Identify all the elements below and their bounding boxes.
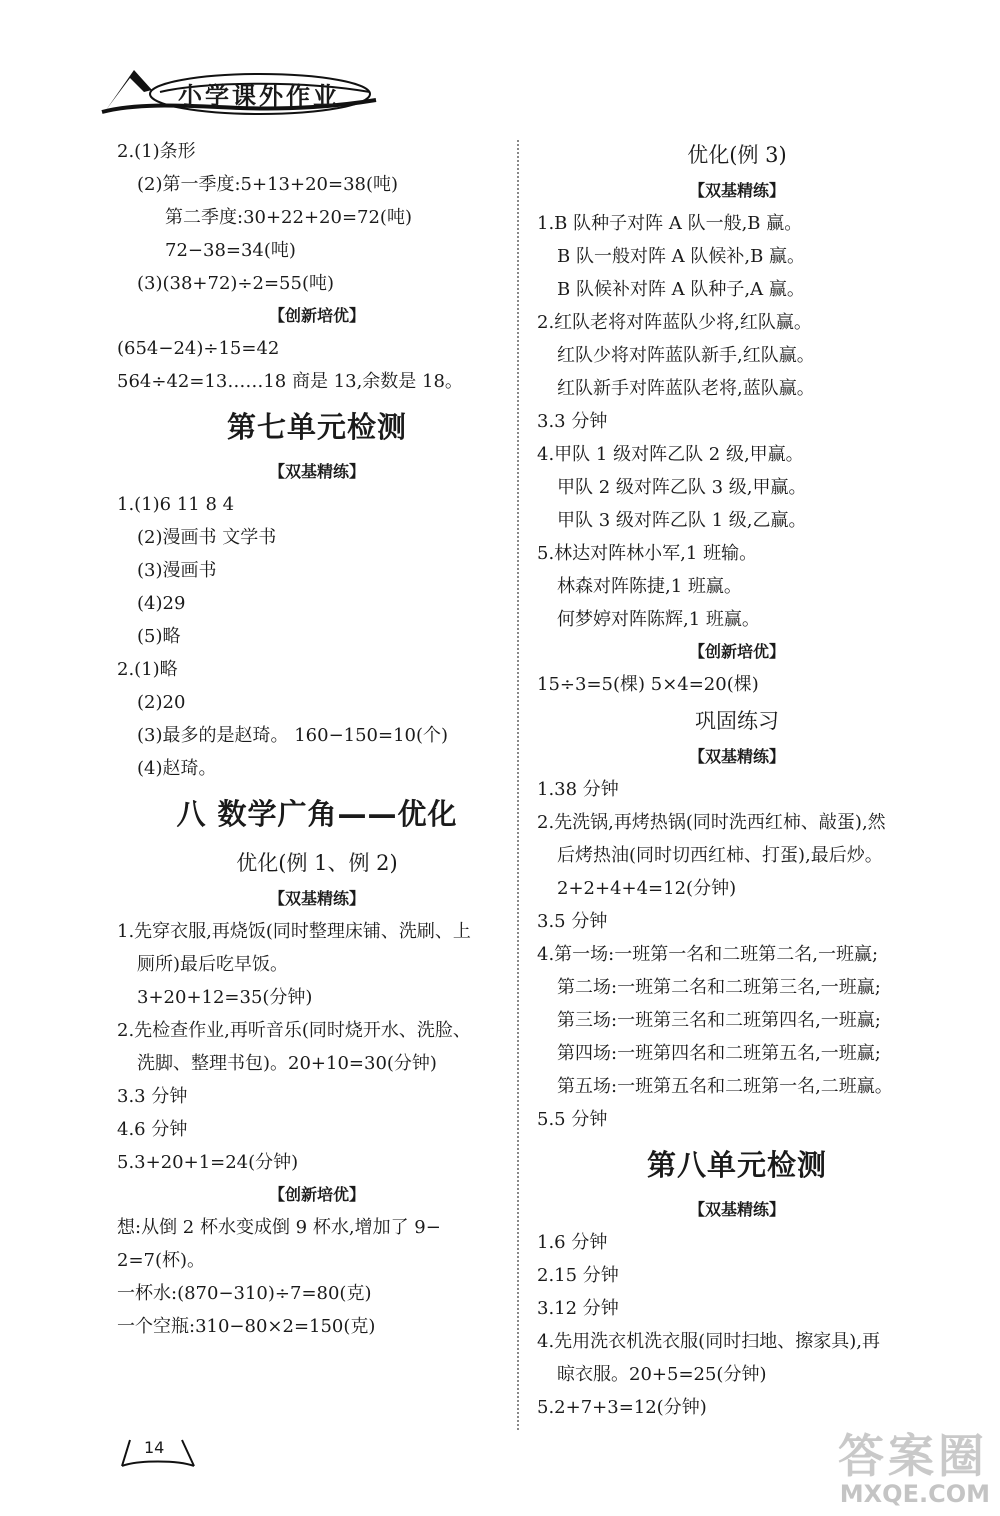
answer-line: 2.先洗锅,再烤热锅(同时洗西红柿、敲蛋),然 — [537, 812, 886, 833]
answer-line: 15÷3=5(棵) 5×4=20(棵) — [537, 674, 759, 695]
answer-line: 第二季度:30+22+20=72(吨) — [165, 207, 412, 228]
unit-title: 八 数学广角——优化 — [176, 797, 458, 831]
section-tag: 【创新培优】 — [268, 306, 365, 325]
answer-line: 4.6 分钟 — [117, 1119, 188, 1140]
answer-line: 4.先用洗衣机洗衣服(同时扫地、擦家具),再 — [537, 1331, 880, 1352]
page-number: 14 — [144, 1438, 165, 1457]
answer-line: 林森对阵陈捷,1 班赢。 — [557, 576, 742, 597]
answer-line: 2.(1)条形 — [117, 141, 196, 162]
watermark-url: MXQE.COM — [839, 1480, 990, 1508]
page-header — [100, 62, 380, 122]
answer-line: 4.第一场:一班第一名和二班第二名,一班赢; — [537, 944, 879, 965]
answer-line: 红队少将对阵蓝队新手,红队赢。 — [557, 345, 815, 366]
answer-line: 3.12 分钟 — [537, 1298, 619, 1319]
answer-line: 5.5 分钟 — [537, 1109, 608, 1130]
answer-line: B 队候补对阵 A 队种子,A 赢。 — [557, 279, 805, 300]
answer-line: 一杯水:(870−310)÷7=80(克) — [117, 1283, 372, 1304]
answer-line: 3.3 分钟 — [117, 1086, 188, 1107]
unit-title: 第八单元检测 — [646, 1148, 827, 1182]
section-tag: 【双基精练】 — [268, 889, 365, 908]
answer-line: 何梦婷对阵陈辉,1 班赢。 — [557, 609, 760, 630]
lesson-title: 巩固练习 — [695, 709, 779, 733]
right-column — [537, 135, 937, 1424]
column-divider — [517, 140, 519, 1430]
answer-line: 5.林达对阵林小军,1 班输。 — [537, 543, 758, 564]
section-tag: 【双基精练】 — [268, 462, 365, 481]
answer-line: 厕所)最后吃早饭。 — [137, 954, 289, 975]
answer-line: 后烤热油(同时切西红柿、打蛋),最后炒。 — [557, 845, 883, 866]
answer-line: 想:从倒 2 杯水变成倒 9 杯水,增加了 9− — [117, 1217, 441, 1238]
answer-line: 一个空瓶:310−80×2=150(克) — [117, 1316, 376, 1337]
answer-line: 第二场:一班第二名和二班第三名,一班赢; — [557, 977, 881, 998]
answer-line: 甲队 3 级对阵乙队 1 级,乙赢。 — [557, 510, 807, 531]
answer-line: (5)略 — [137, 626, 181, 647]
answer-line: 1.B 队种子对阵 A 队一般,B 赢。 — [537, 213, 803, 234]
answer-line: (3)最多的是赵琦。 160−150=10(个) — [137, 725, 449, 746]
watermark — [800, 1420, 1000, 1516]
answer-line: 2.红队老将对阵蓝队少将,红队赢。 — [537, 312, 812, 333]
page-number-box — [118, 1432, 198, 1472]
answer-line: 第三场:一班第三名和二班第四名,一班赢; — [557, 1010, 881, 1031]
lesson-title: 优化(例 1、例 2) — [236, 851, 398, 875]
answer-line: 3.5 分钟 — [537, 911, 608, 932]
answer-line: 3+20+12=35(分钟) — [137, 987, 313, 1008]
answer-line: 2.15 分钟 — [537, 1265, 619, 1286]
section-tag: 【创新培优】 — [268, 1185, 365, 1204]
section-tag: 【双基精练】 — [688, 747, 785, 766]
answer-line: 1.6 分钟 — [537, 1232, 608, 1253]
answer-line: B 队一般对阵 A 队候补,B 赢。 — [557, 246, 806, 267]
answer-line: 红队新手对阵蓝队老将,蓝队赢。 — [557, 378, 815, 399]
answer-line: 2=7(杯)。 — [117, 1250, 206, 1271]
answer-line: (4)29 — [137, 593, 186, 614]
answer-line: 5.2+7+3=12(分钟) — [537, 1397, 707, 1418]
answer-line: 3.3 分钟 — [537, 411, 608, 432]
answer-line: 2.先检查作业,再听音乐(同时烧开水、洗脸、 — [117, 1020, 471, 1041]
answer-line: (2)第一季度:5+13+20=38(吨) — [137, 174, 399, 195]
answer-line: 晾衣服。20+5=25(分钟) — [557, 1364, 767, 1385]
unit-title: 第七单元检测 — [226, 410, 407, 444]
answer-line: (2)漫画书 文学书 — [137, 527, 277, 548]
answer-line: (654−24)÷15=42 — [117, 338, 280, 359]
answer-line: 5.3+20+1=24(分钟) — [117, 1152, 299, 1173]
answer-line: 第五场:一班第五名和二班第一名,二班赢。 — [557, 1076, 893, 1097]
answer-line: 洗脚、整理书包)。20+10=30(分钟) — [137, 1053, 437, 1074]
answer-line: 2+2+4+4=12(分钟) — [557, 878, 737, 899]
answer-line: 4.甲队 1 级对阵乙队 2 级,甲赢。 — [537, 444, 804, 465]
answer-line: 1.先穿衣服,再烧饭(同时整理床铺、洗刷、上 — [117, 921, 471, 942]
section-tag: 【双基精练】 — [688, 1200, 785, 1219]
answer-line: 72−38=34(吨) — [165, 240, 296, 261]
answer-line: 1.(1)6 11 8 4 — [117, 494, 235, 515]
answer-line: (3)(38+72)÷2=55(吨) — [137, 273, 334, 294]
answer-line: (2)20 — [137, 692, 186, 713]
answer-line: 甲队 2 级对阵乙队 3 级,甲赢。 — [557, 477, 807, 498]
header-title: 小学课外作业 — [178, 82, 340, 110]
answer-line: 2.(1)略 — [117, 659, 178, 680]
answer-line: 564÷42=13……18 商是 13,余数是 18。 — [117, 371, 463, 392]
answer-line: 1.38 分钟 — [537, 779, 619, 800]
section-tag: 【创新培优】 — [688, 642, 785, 661]
answer-line: (3)漫画书 — [137, 560, 217, 581]
left-column — [117, 135, 517, 1343]
answer-line: (4)赵琦。 — [137, 758, 217, 779]
watermark-logo: 答案圈 — [838, 1429, 988, 1483]
section-tag: 【双基精练】 — [688, 181, 785, 200]
lesson-title: 优化(例 3) — [687, 143, 787, 167]
answer-line: 第四场:一班第四名和二班第五名,一班赢; — [557, 1043, 881, 1064]
